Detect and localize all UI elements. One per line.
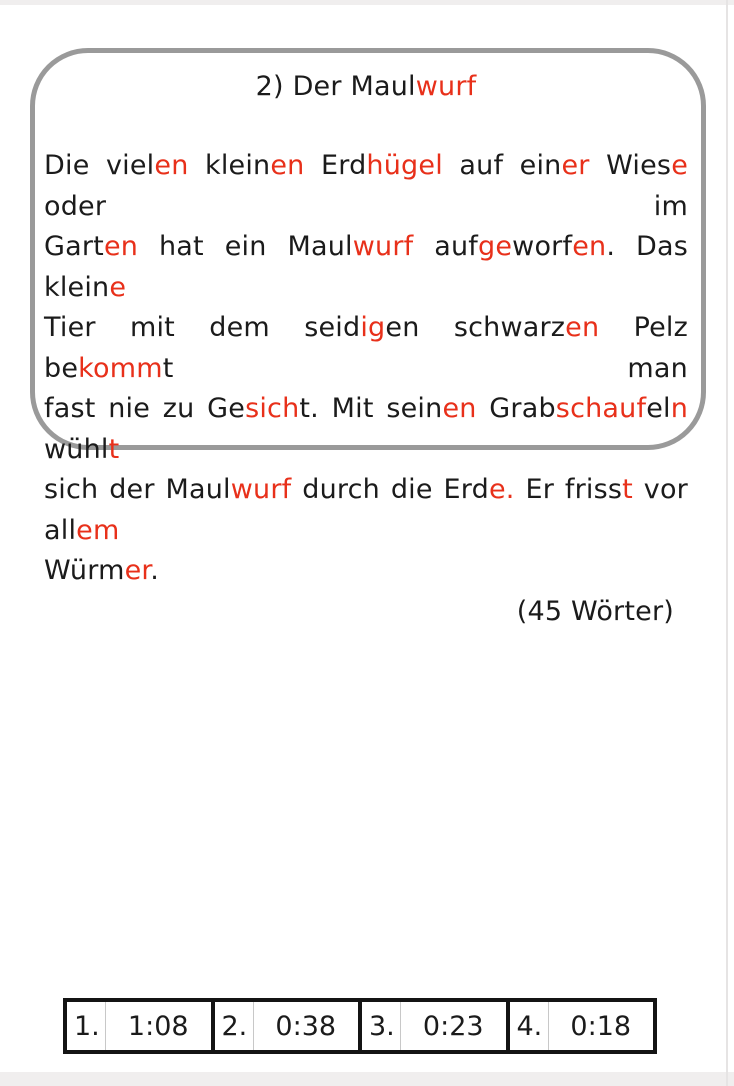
word-count-label: (45 Wörter) [516,595,674,627]
text-line-2: Garten hat ein Maulwurf aufgeworfen. Das kleine [44,231,688,303]
text-line-3: Tier mit dem seidigen schwarzen Pelz bekommt man [44,312,689,384]
text-line-6: Würmer. [44,555,160,586]
text-line-4: fast nie zu Gesicht. Mit seinen Grabschaufeln wühlt [44,393,689,465]
timer-number-1: 1. [67,1002,106,1050]
scan-edge-top [0,0,734,5]
text-line-5: sich der Maulwurf durch die Erde. Er frisst vor allem [44,474,688,546]
reading-paragraph [44,146,688,592]
timer-time-2: 0:38 [275,1010,337,1042]
timer-number-2: 2. [215,1002,254,1050]
card-title: 2) Der Maulwurf [255,71,477,102]
text-line-1: Die vielen kleinen Erdhügel auf einer Wiese oder im [44,150,688,222]
timer-time-3: 0:23 [422,1010,484,1042]
scan-edge-bottom [0,1072,734,1086]
timer-time-1: 1:08 [127,1010,189,1042]
scan-edge-right [726,0,728,1086]
timer-cell-1 [67,1002,211,1050]
timer-number-3: 3. [362,1002,401,1050]
timer-number-4: 4. [510,1002,549,1050]
reading-text-card [30,48,706,627]
timer-time-4: 0:18 [570,1010,632,1042]
timer-cell-2 [211,1002,359,1050]
timer-cell-4 [506,1002,654,1050]
timer-table [63,998,657,1054]
timer-cell-3 [358,1002,506,1050]
